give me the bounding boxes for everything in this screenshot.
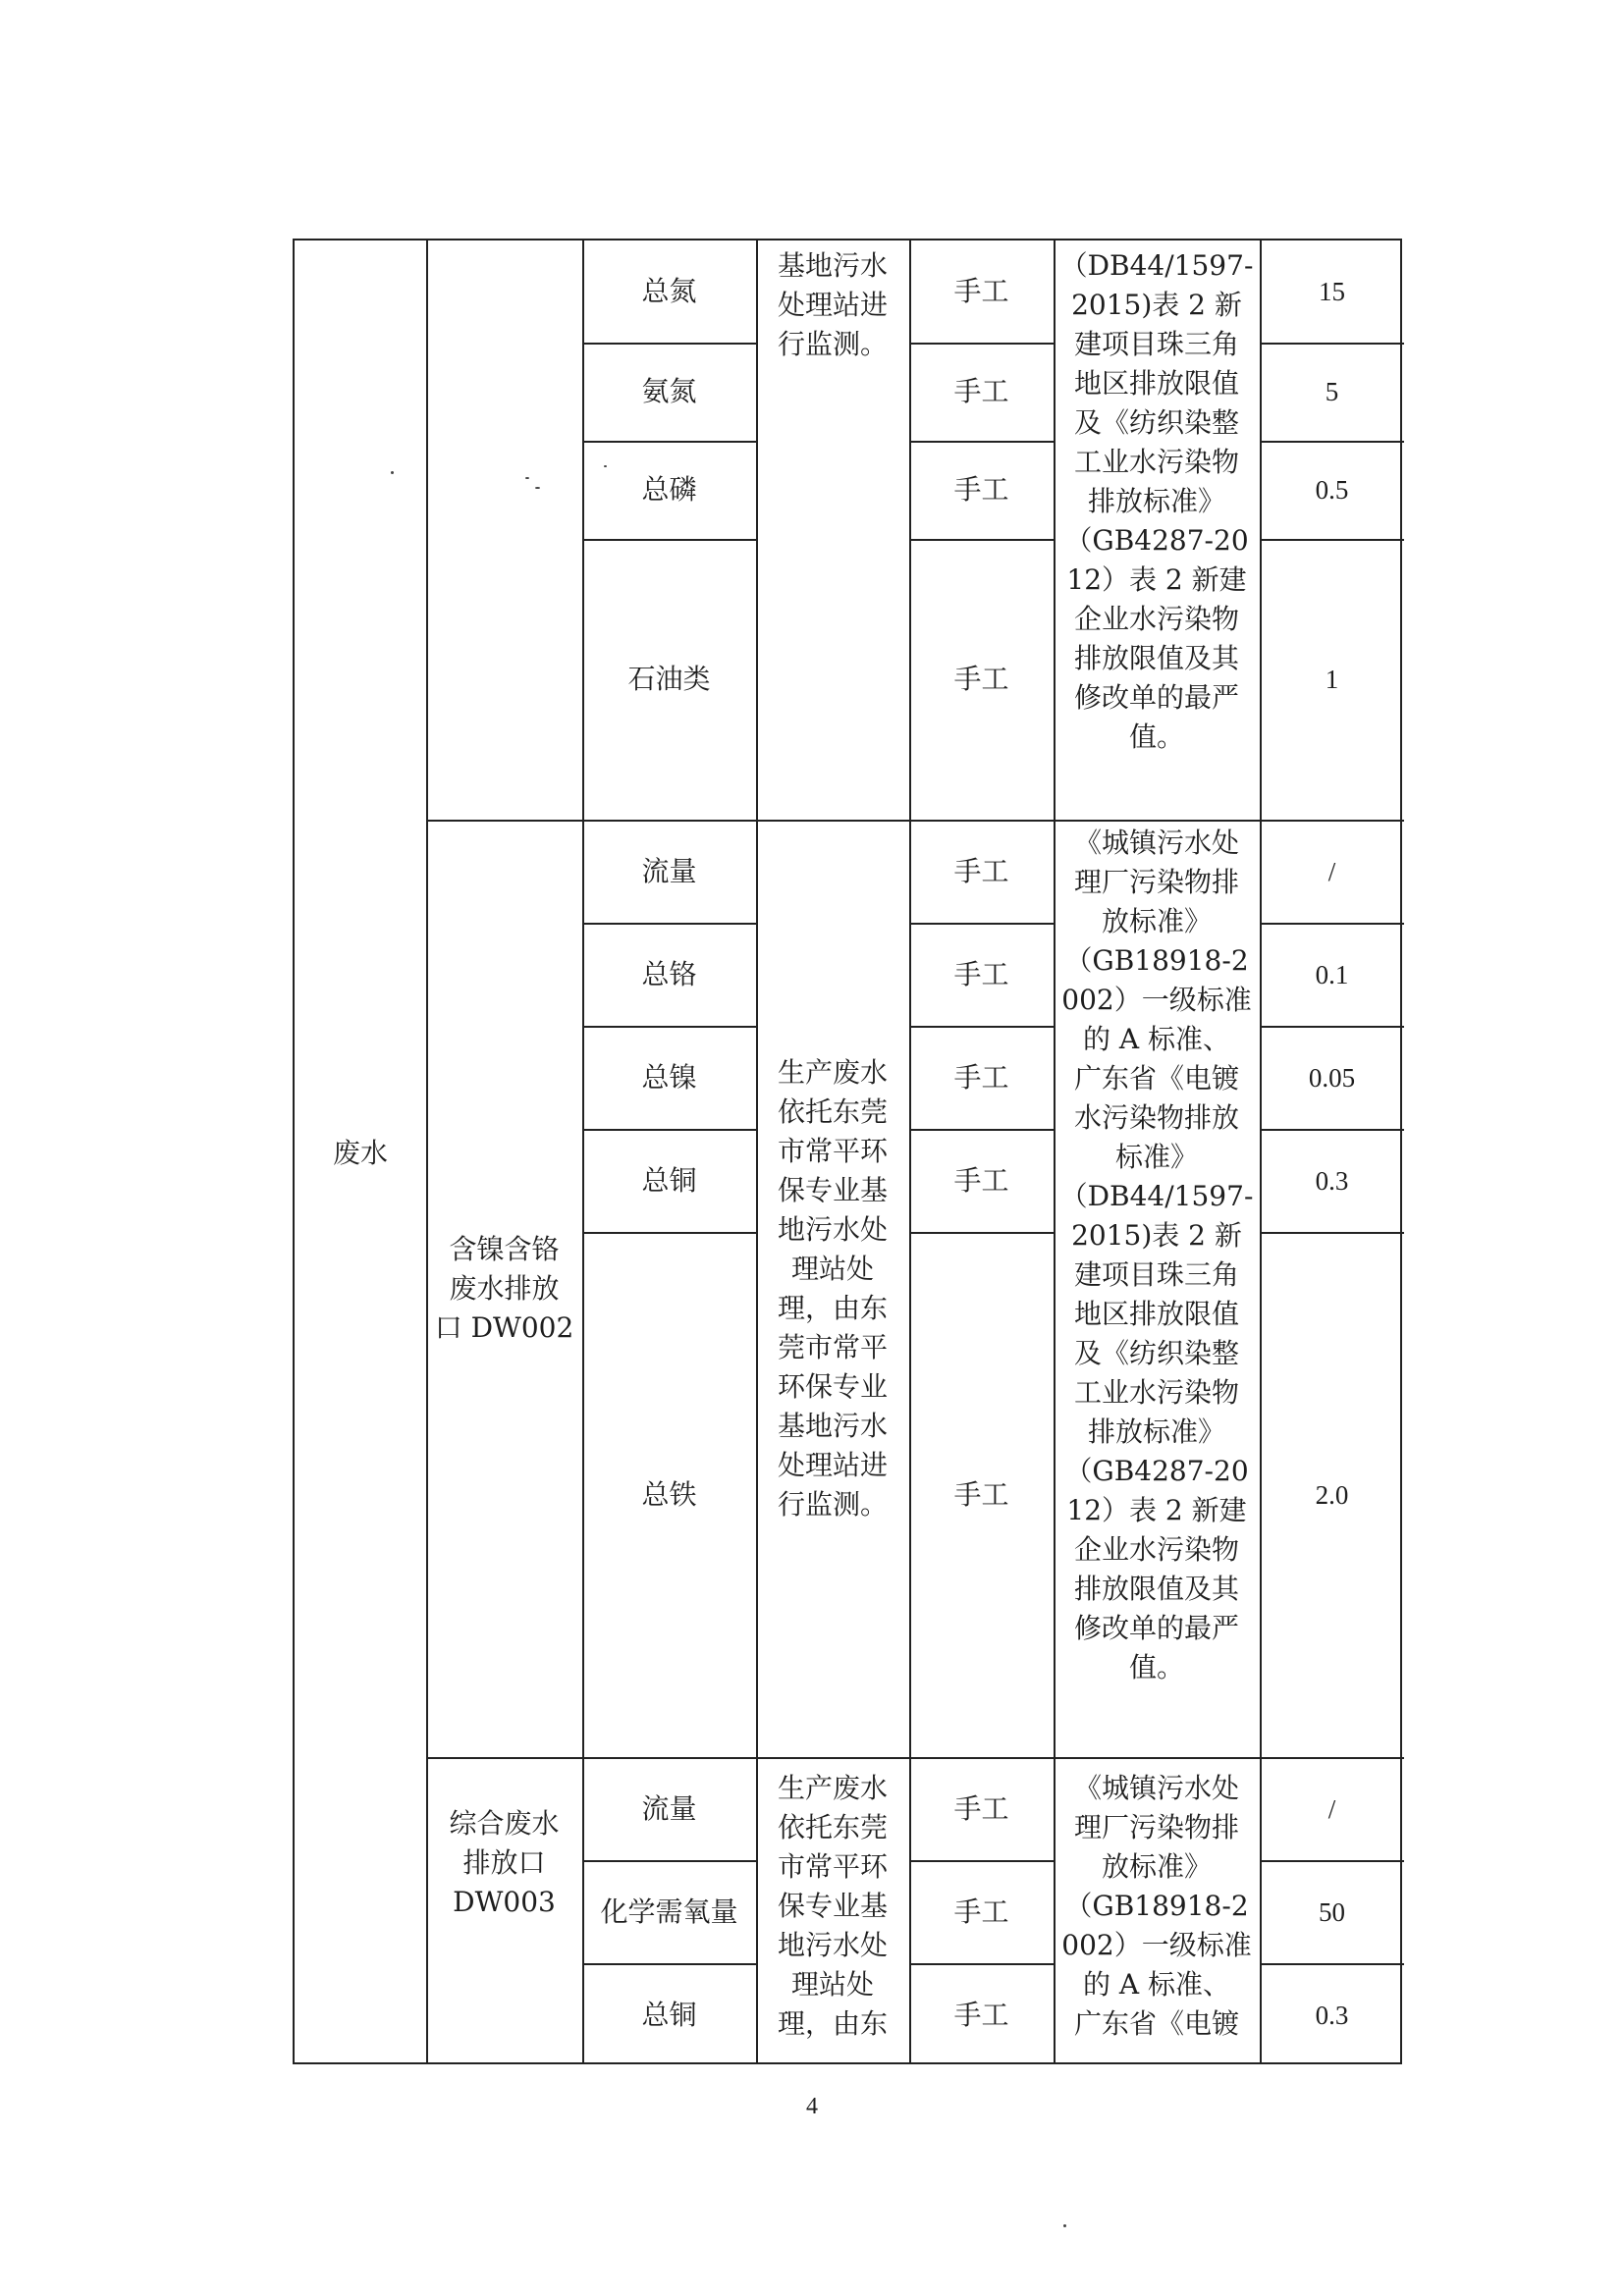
mode-cell: 手工: [953, 1895, 1009, 1928]
limit-cell: /: [1327, 1793, 1336, 1824]
outlet-cell: 综合废水 排放口 DW003: [449, 1807, 560, 1918]
mode-cell: 手工: [953, 275, 1009, 307]
item-cell: 石油类: [627, 663, 711, 695]
mode-cell: 手工: [953, 1163, 1009, 1197]
item-cell: 总铬: [641, 957, 697, 990]
outlet-cell: [426, 240, 582, 820]
limit-cell: 2.0: [1315, 1479, 1349, 1510]
item-cell: 流量: [641, 1791, 697, 1825]
scan-speck: [525, 477, 529, 479]
item-cell: 总铜: [641, 1163, 697, 1197]
mode-cell: 手工: [953, 1791, 1009, 1825]
mode-cell: 手工: [953, 375, 1009, 407]
mode-cell: 手工: [953, 663, 1009, 695]
standard-cell: 《城镇污水处 理厂污染物排 放标准》 （GB18918-2 002）一级标准 的 A 标准、 广东省《电镀 水污染物排放 标准》 （DB44/1597- 2015)表 2 新 建项目珠三角 地区排放限值 及《纺织染整 工业水污染物 排放标准》 （GB4287-20 12）表 2 新建 企业水污染物 排放限值及其 修改单的最严 值。: [1059, 827, 1254, 1683]
category-cell: 废水: [332, 1137, 388, 1169]
mode-cell: 手工: [953, 1477, 1009, 1511]
method-cell: 基地污水 处理站进 行监测。: [777, 249, 888, 360]
outlet-cell: 含镍含铬 废水排放 口 DW002: [434, 1232, 574, 1344]
item-cell: 总铁: [641, 1477, 697, 1511]
scan-speck: [1063, 2224, 1066, 2227]
mode-cell: 手工: [953, 1998, 1009, 2031]
limit-cell: 0.5: [1315, 475, 1349, 505]
limit-cell: 0.05: [1308, 1062, 1356, 1093]
page-number: 4: [806, 2094, 818, 2119]
limit-cell: 0.1: [1315, 959, 1349, 989]
item-cell: 总铜: [641, 1998, 697, 2031]
limit-cell: 5: [1325, 377, 1339, 406]
method-cell: 生产废水 依托东莞 市常平环 保专业基 地污水处 理站处 理，由东 莞市常平 环保专业 基地污水 处理站进 行监测。: [777, 1055, 888, 1521]
limit-cell: 1: [1325, 665, 1339, 694]
limit-cell: /: [1327, 856, 1336, 886]
item-cell: 化学需氧量: [600, 1895, 738, 1928]
mode-cell: 手工: [953, 1060, 1009, 1094]
scan-speck: [604, 465, 607, 467]
item-cell: 氨氮: [641, 375, 697, 407]
mode-cell: 手工: [953, 957, 1009, 990]
method-cell: 生产废水 依托东莞 市常平环 保专业基 地污水处 理站处 理，由东: [777, 1772, 888, 2040]
item-cell: 流量: [641, 854, 697, 887]
item-cell: 总氮: [641, 275, 697, 307]
item-cell: 总镍: [641, 1060, 697, 1094]
limit-cell: 50: [1319, 1896, 1345, 1927]
limit-cell: 0.3: [1315, 1165, 1349, 1196]
limit-cell: 0.3: [1315, 2000, 1349, 2030]
mode-cell: 手工: [953, 473, 1009, 506]
scan-speck: [535, 487, 540, 489]
standard-cell: 《城镇污水处 理厂污染物排 放标准》 （GB18918-2 002）一级标准 的 A 标准、 广东省《电镀: [1061, 1772, 1252, 2040]
standard-cell: （DB44/1597- 2015)表 2 新 建项目珠三角 地区排放限值 及《纺织染整 工业水污染物 排放标准》 （GB4287-20 12）表 2 新建 企业水污染物 排放限值及其 修改单的最严 值。: [1059, 249, 1254, 753]
mode-cell: 手工: [953, 854, 1009, 887]
scan-speck: [391, 471, 394, 474]
limit-cell: 15: [1319, 277, 1345, 306]
monitoring-table: [293, 239, 1402, 2064]
item-cell: 总磷: [641, 473, 697, 506]
